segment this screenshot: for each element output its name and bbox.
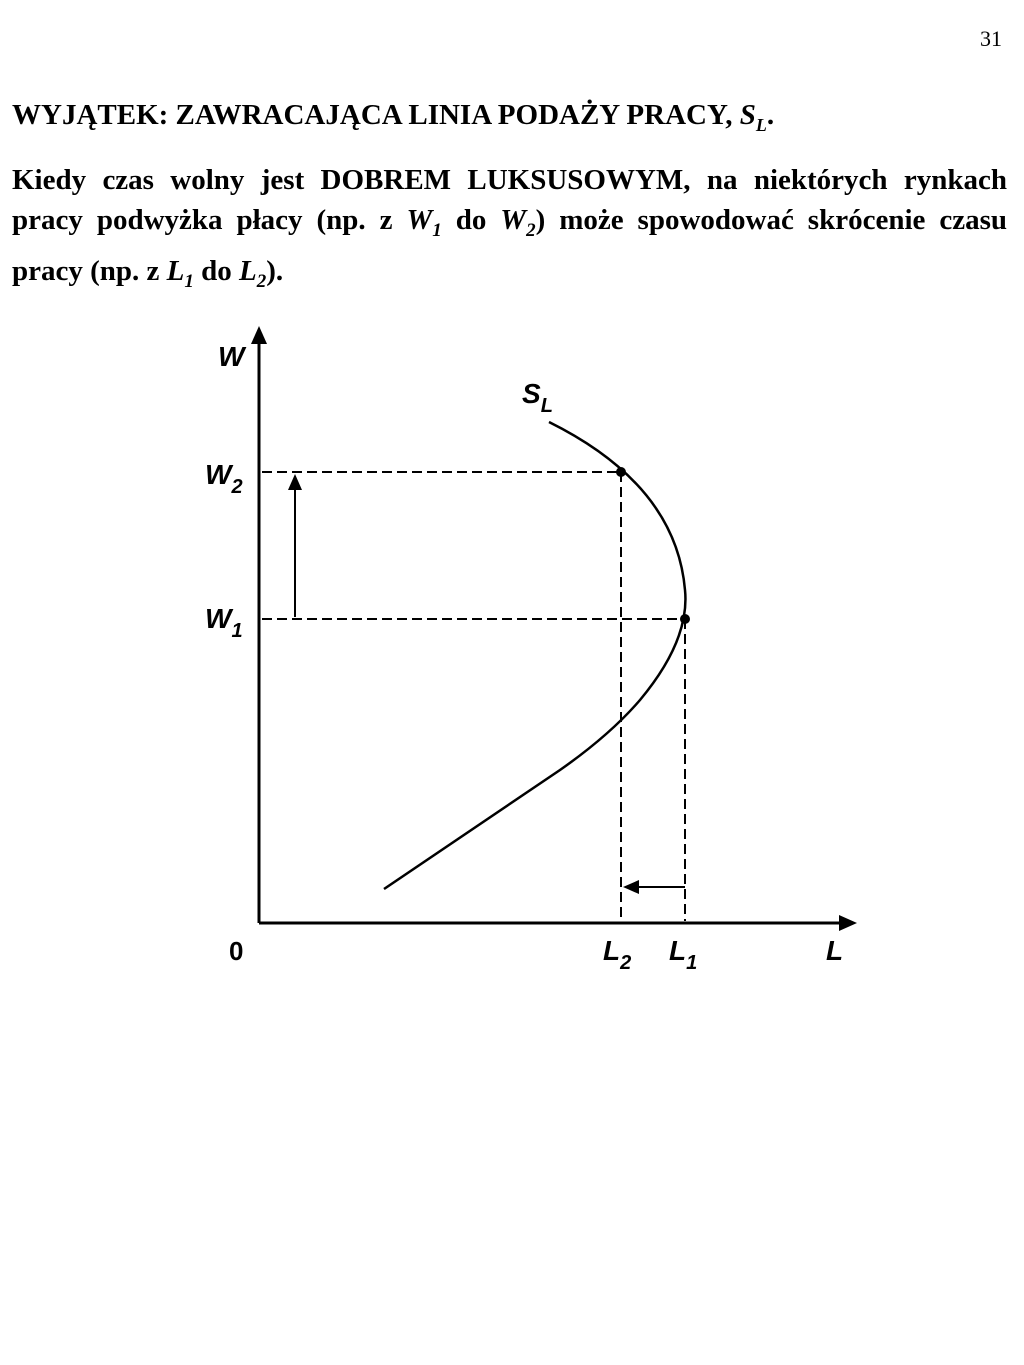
y-axis-label: W <box>218 341 245 372</box>
y-axis-arrow <box>251 326 267 344</box>
page-number: 31 <box>980 26 1002 51</box>
point-w2-l2 <box>616 467 626 477</box>
l1-label: $L_1$ <box>669 935 698 974</box>
title-text: WYJĄTEK: ZAWRACAJĄCA LINIA PODAŻY PRACY, <box>12 99 740 131</box>
description-paragraph: Kiedy czas wolny jest DOBREM LUKSUSOWYM, na niektórych rynkach pracy podwyżka płacy (np. z $W_1$ do $W_2$) może spowodować skrócenie czasu pracy (np. z $L_1$ do $L_2$). <box>12 164 1007 292</box>
l2-label: $L_2$ <box>603 935 632 974</box>
symbol-w1: $W_1$ <box>406 204 442 241</box>
point-w1-l1 <box>680 614 690 624</box>
wage-increase-arrowhead <box>288 474 302 490</box>
symbol-l2: $L_2$ <box>239 254 267 292</box>
curve-label: $S_L$ <box>522 378 553 417</box>
x-axis-label: L <box>826 935 844 966</box>
supply-curve <box>384 422 685 889</box>
title-symbol: $S_L$ <box>739 99 767 135</box>
origin-label: 0 <box>229 936 244 966</box>
symbol-l1: $L_1$ <box>166 254 194 292</box>
w1-label: $W_1$ <box>205 603 243 642</box>
w2-label: $W_2$ <box>205 459 243 498</box>
symbol-w2: $W_2$ <box>500 204 536 241</box>
labor-decrease-arrowhead <box>623 880 639 894</box>
title-end: . <box>766 99 775 131</box>
x-axis-arrow <box>839 915 857 931</box>
